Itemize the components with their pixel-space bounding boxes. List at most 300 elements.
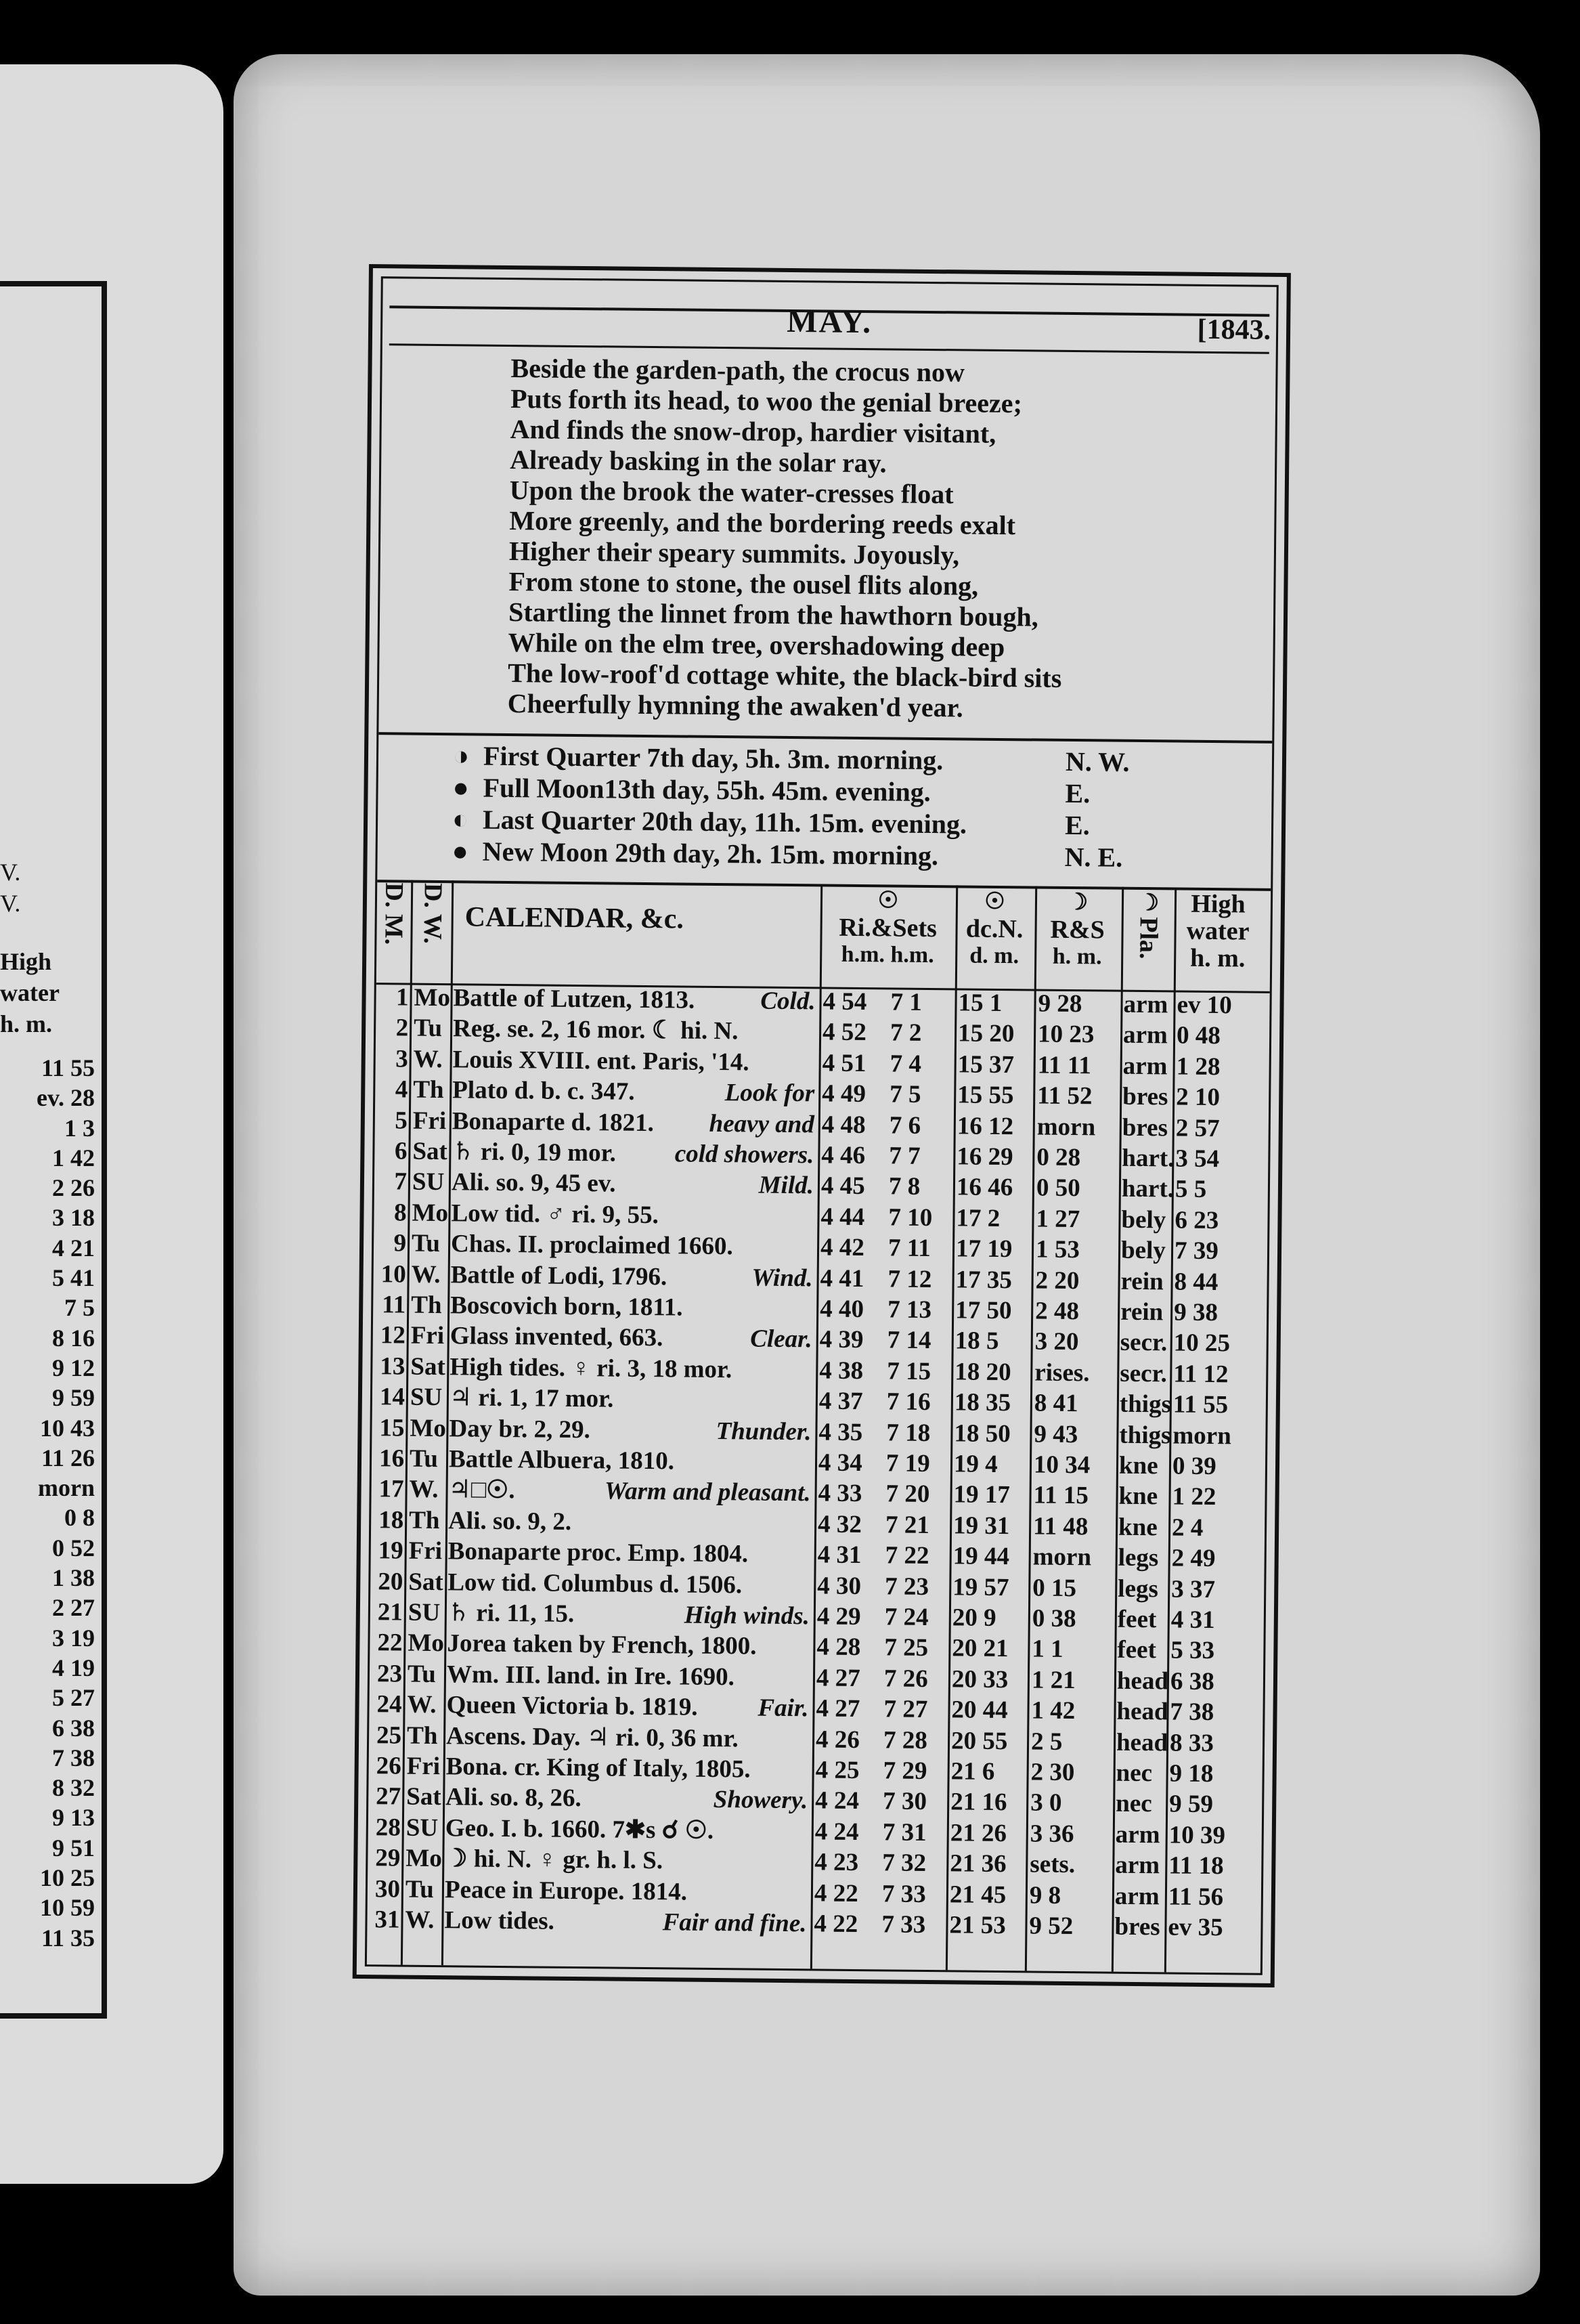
- poem-line: Already basking in the solar ray.: [510, 444, 887, 479]
- cell-weather: Fair.: [758, 1694, 809, 1723]
- cell-moon: 11 48: [1032, 1512, 1089, 1541]
- cell-ev: Boscovich born, 1811.: [450, 1291, 683, 1322]
- cell-dm: 31: [374, 1906, 400, 1934]
- title-band: [389, 305, 1270, 353]
- cell-weather: heavy and: [709, 1109, 815, 1138]
- cell-dec: 21 36: [950, 1849, 1007, 1878]
- cell-weather: Wind.: [751, 1264, 813, 1292]
- left-page-water-times: [0, 1053, 100, 1953]
- cell-hw: 4 31: [1170, 1606, 1215, 1635]
- poem-line: The low-roof'd cottage white, the black-bird sits: [508, 657, 1062, 693]
- cell-pla: arm: [1114, 1882, 1160, 1910]
- calendar-header: [376, 880, 1271, 993]
- cell-rise: 4 27: [816, 1694, 860, 1723]
- cell-set: 7 33: [881, 1910, 926, 1939]
- poem-line: More greenly, and the bordering reeds exalt: [509, 505, 1016, 541]
- cell-moon: 2 48: [1035, 1297, 1080, 1326]
- col-high-water-header: [1175, 890, 1260, 991]
- cell-hw: 6 23: [1175, 1206, 1219, 1234]
- cell-pla: legs: [1118, 1574, 1159, 1603]
- cell-rise: 4 22: [814, 1879, 858, 1908]
- cell-dec: 21 26: [950, 1819, 1007, 1847]
- cell-moon: 9 28: [1038, 989, 1082, 1018]
- wind-direction: E.: [1065, 777, 1091, 809]
- cell-dw: Fri: [406, 1752, 441, 1781]
- cell-dec: 19 17: [953, 1480, 1011, 1509]
- cell-hw: 11 55: [1172, 1390, 1229, 1419]
- cell-dec: 16 12: [957, 1111, 1014, 1140]
- cell-set: 7 28: [883, 1725, 928, 1755]
- cell-dm: 15: [379, 1413, 405, 1442]
- cell-set: 7 20: [885, 1480, 930, 1509]
- col-moon-rise-set-header: [1036, 889, 1118, 990]
- cell-moon: 0 50: [1036, 1174, 1080, 1203]
- cell-dm: 8: [393, 1199, 407, 1227]
- cell-dw: Mo: [408, 1629, 445, 1658]
- left-water-time: 7 38: [52, 1744, 95, 1771]
- cell-rise: 4 52: [822, 1018, 867, 1047]
- cell-hw: 3 37: [1171, 1575, 1216, 1604]
- cell-dec: 18 5: [954, 1327, 999, 1356]
- cell-set: 7 18: [886, 1419, 931, 1447]
- left-water-time: 2 27: [52, 1594, 95, 1622]
- cell-dw: Fri: [410, 1322, 445, 1350]
- cell-ev: High tides. ♀ ri. 3, 18 mor.: [449, 1353, 732, 1384]
- cell-hw: 1 22: [1172, 1482, 1216, 1511]
- moon-phase-icon: ◑: [452, 740, 470, 771]
- cell-hw: ev 35: [1168, 1913, 1223, 1942]
- cell-ev: Low tides.: [444, 1906, 555, 1935]
- cell-pla: bres: [1122, 1113, 1168, 1142]
- cell-dm: 17: [378, 1475, 404, 1503]
- high-water-label: High water: [1186, 889, 1250, 946]
- cell-rise: 4 35: [818, 1418, 863, 1446]
- cell-dec: 17 35: [955, 1265, 1013, 1294]
- cell-set: 7 32: [882, 1849, 927, 1878]
- cell-pla: bely: [1120, 1236, 1166, 1265]
- cell-rise: 4 27: [816, 1664, 860, 1692]
- cell-set: 7 27: [883, 1695, 928, 1724]
- poem-line: While on the elm tree, overshadowing deep: [508, 627, 1005, 663]
- col-day-of-week-header: D. W.: [418, 882, 447, 944]
- cell-hw: 2 57: [1175, 1114, 1220, 1142]
- cell-set: 7 10: [888, 1203, 933, 1232]
- cell-dm: 29: [375, 1844, 401, 1872]
- cell-rise: 4 40: [820, 1295, 864, 1324]
- cell-weather: Clear.: [750, 1325, 812, 1354]
- cell-set: 7 29: [883, 1757, 927, 1786]
- cell-rise: 4 33: [818, 1479, 862, 1508]
- moon-phase-text: Last Quarter 20th day, 11h. 15m. evening.: [482, 804, 967, 840]
- cell-rise: 4 44: [820, 1203, 865, 1231]
- cell-moon: 10 23: [1037, 1020, 1095, 1049]
- cell-rise: 4 49: [822, 1079, 866, 1109]
- cell-pla: head: [1116, 1697, 1168, 1726]
- cell-rise: 4 30: [817, 1572, 862, 1600]
- left-water-time: 1 38: [52, 1564, 95, 1592]
- cell-ev: Low tid. ♂ ri. 9, 55.: [451, 1199, 659, 1229]
- cell-pla: kne: [1118, 1513, 1158, 1542]
- cell-moon: 11 52: [1037, 1081, 1093, 1111]
- cell-set: 7 26: [883, 1664, 928, 1693]
- cell-pla: nec: [1116, 1759, 1153, 1788]
- cell-ev: Ali. so. 9, 2.: [447, 1507, 572, 1536]
- moon-phase-icon: ◐: [452, 804, 469, 835]
- cell-dec: 19 4: [953, 1450, 998, 1478]
- cell-dm: 30: [374, 1874, 401, 1903]
- cell-dw: Th: [411, 1291, 442, 1320]
- cell-dm: 18: [378, 1506, 404, 1534]
- cell-ev: Wm. III. land. in Ire. 1690.: [446, 1660, 735, 1692]
- cell-weather: Fair and fine.: [662, 1908, 807, 1938]
- cell-set: 7 25: [884, 1633, 929, 1662]
- cell-moon: 9 8: [1029, 1881, 1061, 1910]
- cell-dw: W.: [409, 1476, 439, 1504]
- cell-moon: morn: [1032, 1543, 1092, 1572]
- cell-rise: 4 45: [820, 1171, 865, 1201]
- left-water-time: 6 38: [52, 1714, 95, 1742]
- cell-dec: 20 33: [951, 1665, 1009, 1694]
- cell-hw: 11 56: [1168, 1882, 1224, 1911]
- moon-phase-icon: ●: [452, 836, 469, 867]
- cell-hw: 5 33: [1170, 1636, 1215, 1665]
- cell-set: 7 13: [887, 1295, 932, 1325]
- wind-direction: N. W.: [1065, 746, 1130, 777]
- cell-dec: 16 46: [956, 1173, 1013, 1202]
- cell-ev: Low tid. Columbus d. 1506.: [447, 1568, 743, 1599]
- cell-dw: Mo: [405, 1844, 443, 1873]
- cell-pla: kne: [1118, 1451, 1158, 1480]
- cell-hw: 2 49: [1171, 1544, 1216, 1573]
- cell-dm: 23: [376, 1660, 403, 1688]
- cell-dw: Th: [406, 1721, 438, 1750]
- left-page-header: [0, 857, 60, 1039]
- left-water-time: 9 51: [52, 1834, 95, 1862]
- cell-rise: 4 22: [814, 1910, 858, 1939]
- cell-dm: 10: [380, 1260, 406, 1289]
- cell-moon: sets.: [1030, 1850, 1076, 1879]
- left-water-time: 8 32: [52, 1774, 95, 1802]
- cell-set: 7 12: [887, 1265, 932, 1293]
- cell-hw: 8 33: [1169, 1729, 1214, 1757]
- left-water-time: 11 35: [41, 1924, 95, 1952]
- poem-line: Upon the brook the water-cresses float: [509, 475, 954, 510]
- cell-weather: Cold.: [760, 987, 816, 1016]
- cell-dm: 24: [376, 1690, 402, 1719]
- sun-icon: ☉: [984, 888, 1005, 915]
- cell-dm: 12: [380, 1321, 406, 1350]
- cell-rise: 4 24: [814, 1817, 859, 1846]
- cell-set: 7 15: [887, 1357, 931, 1385]
- cell-moon: 11 15: [1033, 1481, 1089, 1510]
- cell-dw: Sat: [410, 1352, 445, 1381]
- cell-dw: Sat: [408, 1568, 443, 1596]
- cell-dec: 21 6: [950, 1757, 995, 1786]
- cell-dm: 9: [393, 1229, 407, 1257]
- cell-hw: 10 39: [1168, 1821, 1226, 1850]
- cell-pla: secr.: [1120, 1359, 1168, 1388]
- cell-set: 7 22: [885, 1541, 929, 1570]
- cell-set: 7 30: [883, 1787, 927, 1816]
- cell-ev: Bonaparte d. 1821.: [452, 1106, 655, 1137]
- cell-pla: head: [1116, 1728, 1168, 1757]
- cell-hw: 2 10: [1176, 1083, 1221, 1112]
- left-water-time: 9 13: [52, 1804, 95, 1832]
- col-day-of-month-header: D. M.: [379, 882, 409, 945]
- cell-ev: Chas. II. proclaimed 1660.: [450, 1230, 733, 1261]
- cell-dec: 18 50: [954, 1419, 1011, 1448]
- cell-rise: 4 29: [816, 1602, 861, 1631]
- cell-ev: Geo. I. b. 1660. 7✱s ☌ ☉.: [445, 1813, 714, 1845]
- cell-ev: ♃ ri. 1, 17 mor.: [449, 1383, 614, 1413]
- cell-dw: SU: [410, 1383, 443, 1412]
- cell-hw: 8 44: [1174, 1268, 1219, 1296]
- cell-dec: 19 31: [952, 1511, 1010, 1540]
- cell-set: 7 33: [881, 1879, 926, 1908]
- cell-pla: legs: [1118, 1543, 1159, 1572]
- cell-hw: ev 10: [1177, 991, 1232, 1020]
- year-label: [1843.: [1197, 314, 1271, 346]
- cell-dw: Th: [409, 1506, 440, 1534]
- cell-set: 7 23: [885, 1572, 929, 1601]
- cell-dw: W.: [413, 1045, 443, 1073]
- cell-dw: Sat: [412, 1137, 448, 1166]
- cell-dm: 6: [394, 1137, 408, 1165]
- cell-moon: 0 15: [1032, 1574, 1077, 1602]
- cell-pla: hart.: [1121, 1175, 1175, 1203]
- cell-ev: Peace in Europe. 1814.: [444, 1875, 688, 1906]
- left-water-time: 2 26: [52, 1174, 95, 1202]
- cell-dec: 15 20: [957, 1019, 1015, 1048]
- cell-hw: 0 48: [1176, 1021, 1221, 1050]
- left-water-time: 9 12: [52, 1354, 95, 1381]
- cell-dm: 25: [376, 1721, 402, 1750]
- cell-pla: arm: [1122, 1052, 1168, 1081]
- left-water-time: 5 41: [52, 1264, 95, 1292]
- cell-dec: 20 21: [952, 1634, 1009, 1663]
- cell-rise: 4 42: [820, 1233, 865, 1262]
- cell-pla: arm: [1115, 1851, 1160, 1880]
- cell-rise: 4 25: [815, 1756, 860, 1785]
- left-water-time: 1 3: [64, 1114, 95, 1142]
- cell-dw: Tu: [411, 1229, 441, 1258]
- cell-moon: 2 20: [1035, 1266, 1080, 1295]
- cell-dw: SU: [405, 1813, 439, 1842]
- cell-dw: SU: [412, 1168, 445, 1197]
- cell-dec: 15 55: [957, 1081, 1014, 1110]
- poem: [508, 353, 1065, 724]
- cell-moon: 2 30: [1030, 1758, 1075, 1787]
- cell-rise: 4 23: [814, 1848, 859, 1877]
- moon-phase-row: [452, 835, 1128, 874]
- cell-pla: thigs: [1119, 1390, 1172, 1419]
- cell-dw: Mo: [410, 1414, 447, 1442]
- cell-dm: 1: [395, 983, 409, 1012]
- cell-hw: 9 59: [1169, 1790, 1214, 1819]
- cell-set: 7 19: [885, 1449, 930, 1478]
- poem-line: Higher their speary summits. Joyously,: [508, 536, 960, 571]
- cell-rise: 4 46: [821, 1141, 866, 1170]
- cell-moon: 10 34: [1033, 1450, 1091, 1480]
- left-water-time: 3 18: [52, 1204, 95, 1232]
- cell-rise: 4 51: [822, 1049, 866, 1077]
- cell-dw: Mo: [414, 983, 451, 1012]
- cell-pla: rein: [1120, 1297, 1164, 1327]
- cell-weather: Mild.: [758, 1171, 814, 1200]
- left-water-time: 4 21: [52, 1234, 95, 1262]
- left-header-line: High: [0, 948, 52, 975]
- cell-rise: 4 28: [816, 1633, 861, 1662]
- cell-weather: Showery.: [713, 1786, 808, 1815]
- cell-dm: 14: [379, 1383, 405, 1411]
- left-water-time: ev. 28: [37, 1084, 95, 1112]
- left-water-time: 10 59: [40, 1894, 95, 1922]
- high-water-units: h. m.: [1189, 943, 1246, 973]
- cell-dm: 11: [382, 1291, 406, 1319]
- declination-units: d. m.: [969, 943, 1019, 969]
- sun-rise-set-label: Ri.&Sets: [839, 913, 938, 943]
- cell-dm: 16: [378, 1444, 405, 1473]
- cell-ev: ☽ hi. N. ♀ gr. h. l. S.: [445, 1845, 663, 1875]
- left-page: [0, 64, 223, 2184]
- cell-set: 7 5: [890, 1080, 921, 1109]
- left-water-time: 3 19: [52, 1624, 95, 1652]
- cell-dw: Tu: [409, 1444, 439, 1473]
- cell-moon: 1 27: [1036, 1205, 1080, 1233]
- sun-icon: ☉: [877, 888, 899, 913]
- cell-dec: 15 1: [958, 989, 1003, 1018]
- cell-pla: arm: [1115, 1820, 1160, 1849]
- cell-dec: 21 16: [950, 1788, 1007, 1817]
- cell-set: 7 31: [882, 1818, 927, 1847]
- cell-moon: 1 42: [1031, 1696, 1076, 1725]
- moon-phases: [452, 739, 1129, 874]
- cell-moon: 8 41: [1034, 1389, 1078, 1418]
- cell-ev: Bonaparte proc. Emp. 1804.: [447, 1537, 749, 1568]
- cell-pla: arm: [1122, 1021, 1168, 1050]
- cell-dw: Fri: [412, 1106, 447, 1135]
- moon-rise-set-label: R&S: [1050, 915, 1105, 945]
- cell-hw: 5 5: [1175, 1175, 1207, 1204]
- cell-pla: bres: [1114, 1912, 1160, 1941]
- cell-dw: W.: [411, 1260, 441, 1289]
- cell-dec: 17 2: [956, 1204, 1001, 1232]
- cell-dw: Th: [413, 1075, 444, 1104]
- cell-set: 7 14: [887, 1326, 931, 1355]
- cell-dm: 4: [395, 1075, 408, 1104]
- cell-set: 7 24: [884, 1603, 929, 1632]
- cell-moon: rises.: [1034, 1358, 1090, 1387]
- cell-ev: Queen Victoria b. 1819.: [446, 1691, 698, 1721]
- cell-dw: Tu: [405, 1875, 435, 1903]
- poem-line: Puts forth its head, to woo the genial breeze;: [510, 383, 1023, 419]
- cell-moon: 3 20: [1034, 1327, 1079, 1356]
- cell-ev: ♃□☉.: [448, 1476, 515, 1505]
- cell-moon: 1 21: [1031, 1666, 1076, 1694]
- cell-dm: 26: [376, 1752, 401, 1780]
- inner-frame: [365, 276, 1279, 1975]
- month-title: MAY.: [787, 303, 873, 341]
- poem-line: Cheerfully hymning the awaken'd year.: [507, 687, 963, 723]
- left-water-time: 10 43: [40, 1414, 95, 1442]
- cell-dec: 18 20: [954, 1358, 1011, 1386]
- moon-rs-units: h. m.: [1052, 943, 1102, 970]
- cell-moon: 2 5: [1030, 1727, 1063, 1756]
- cell-hw: 3 54: [1175, 1144, 1220, 1174]
- cell-hw: 9 38: [1173, 1298, 1219, 1327]
- cell-dm: 22: [377, 1629, 403, 1657]
- cell-dw: SU: [408, 1598, 441, 1627]
- cell-weather: Thunder.: [716, 1417, 812, 1446]
- cell-pla: bely: [1121, 1205, 1166, 1234]
- wind-direction: N. E.: [1064, 841, 1123, 873]
- sun-units: h.m. h.m.: [841, 941, 934, 968]
- cell-dw: W.: [407, 1690, 437, 1719]
- almanac-frame: [353, 264, 1291, 1987]
- cell-dm: 19: [378, 1536, 403, 1565]
- declination-label: dc.N.: [965, 914, 1024, 944]
- cell-dw: W.: [405, 1906, 435, 1935]
- cell-dec: 21 53: [949, 1911, 1006, 1940]
- cell-pla: hart.: [1122, 1144, 1175, 1173]
- cell-moon: 1 53: [1035, 1235, 1080, 1264]
- cell-ev: Reg. se. 2, 16 mor. ☾ hi. N.: [452, 1014, 739, 1046]
- cell-hw: 10 25: [1173, 1329, 1231, 1358]
- cell-set: 7 2: [890, 1018, 922, 1048]
- left-water-time: morn: [38, 1474, 95, 1502]
- cell-hw: 11 18: [1168, 1851, 1224, 1880]
- cell-dm: 2: [395, 1014, 409, 1042]
- cell-ev: Bona. cr. King of Italy, 1805.: [445, 1752, 751, 1784]
- cell-hw: 6 38: [1170, 1667, 1214, 1696]
- cell-pla: feet: [1117, 1605, 1157, 1634]
- col-planet-header: ☽ Pla.: [1124, 890, 1172, 991]
- left-header-line: V.: [0, 859, 21, 886]
- cell-dec: 17 50: [955, 1296, 1012, 1325]
- cell-dec: 16 29: [957, 1142, 1013, 1171]
- cell-dec: 17 19: [955, 1234, 1013, 1264]
- col-declination-header: [955, 888, 1034, 989]
- cell-ev: Battle Albuera, 1810.: [448, 1445, 675, 1476]
- col-sun-header: [823, 886, 952, 988]
- cell-ev: Louis XVIII. ent. Paris, '14.: [452, 1046, 749, 1077]
- left-header-line: water: [0, 979, 60, 1006]
- cell-set: 7 8: [888, 1172, 921, 1201]
- cell-set: 7 16: [886, 1387, 931, 1417]
- cell-dw: Fri: [408, 1536, 443, 1566]
- cell-rise: 4 26: [815, 1725, 860, 1754]
- moon-phase-text: New Moon 29th day, 2h. 15m. morning.: [482, 836, 939, 872]
- cell-dec: 20 44: [951, 1696, 1008, 1725]
- cell-pla: nec: [1116, 1790, 1152, 1818]
- cell-set: 7 11: [887, 1234, 931, 1263]
- moon-icon: ☽: [1138, 890, 1160, 916]
- left-water-time: 4 19: [52, 1654, 95, 1681]
- cell-rise: 4 32: [817, 1510, 862, 1538]
- cell-ev: Battle of Lodi, 1796.: [450, 1260, 667, 1291]
- cell-dw: Tu: [413, 1014, 443, 1043]
- cell-moon: 9 52: [1029, 1912, 1074, 1941]
- cell-ev: Ali. so. 8, 26.: [445, 1783, 581, 1813]
- wind-direction: E.: [1064, 809, 1090, 841]
- cell-dm: 28: [375, 1813, 401, 1842]
- left-water-time: 7 5: [64, 1294, 95, 1322]
- cell-pla: thigs: [1119, 1421, 1171, 1450]
- cell-moon: morn: [1036, 1113, 1096, 1141]
- moon-phase-text: Full Moon13th day, 55h. 45m. evening.: [483, 772, 931, 807]
- cell-dec: 18 35: [954, 1388, 1011, 1417]
- cell-dec: 20 9: [952, 1604, 996, 1632]
